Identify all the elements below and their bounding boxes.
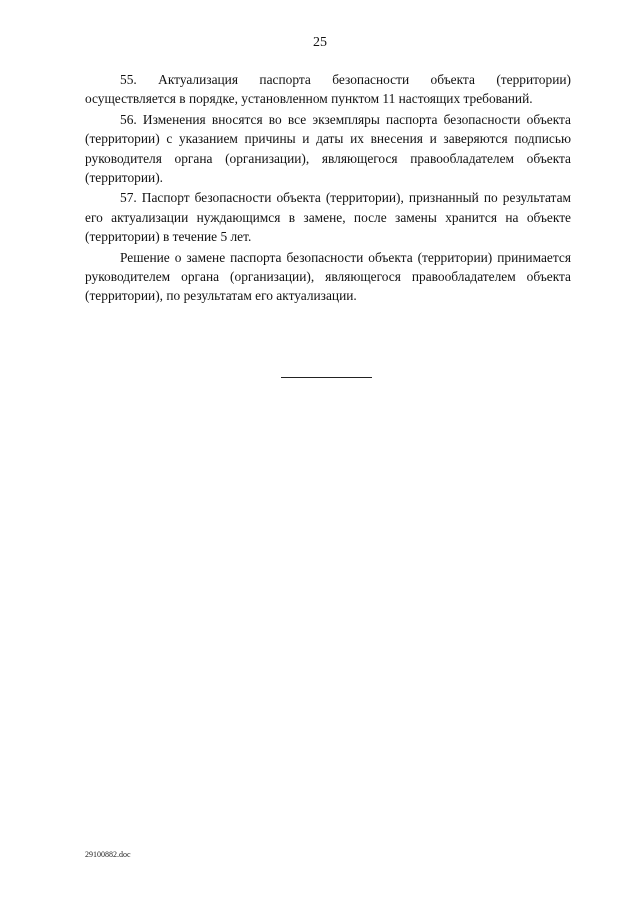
paragraph-56: 56. Изменения вносятся во все экземпляры паспорта безопасности объекта (территории) с указанием причины и даты их внесения и заверяются подписью руководителя органа (организации), являющегося правообладателем объекта (территории). — [85, 111, 571, 186]
document-body — [85, 70, 571, 307]
paragraph-57: 57. Паспорт безопасности объекта (территории), признанный по результатам его актуализации нуждающимся в замене, после замены хранится на объекте (территории) в течение 5 лет. — [85, 190, 571, 245]
end-divider — [281, 377, 372, 378]
footer-file-code: 29100882.doc — [85, 850, 131, 859]
page-number: 25 — [313, 35, 327, 50]
paragraph-55: 55. Актуализация паспорта безопасности объекта (территории) осуществляется в порядке, установленном пунктом 11 настоящих требований. — [85, 72, 571, 107]
paragraph-decision: Решение о замене паспорта безопасности объекта (территории) принимается руководителем органа (организации), являющегося правообладателем объекта (территории), по результатам его актуализации. — [85, 249, 571, 304]
